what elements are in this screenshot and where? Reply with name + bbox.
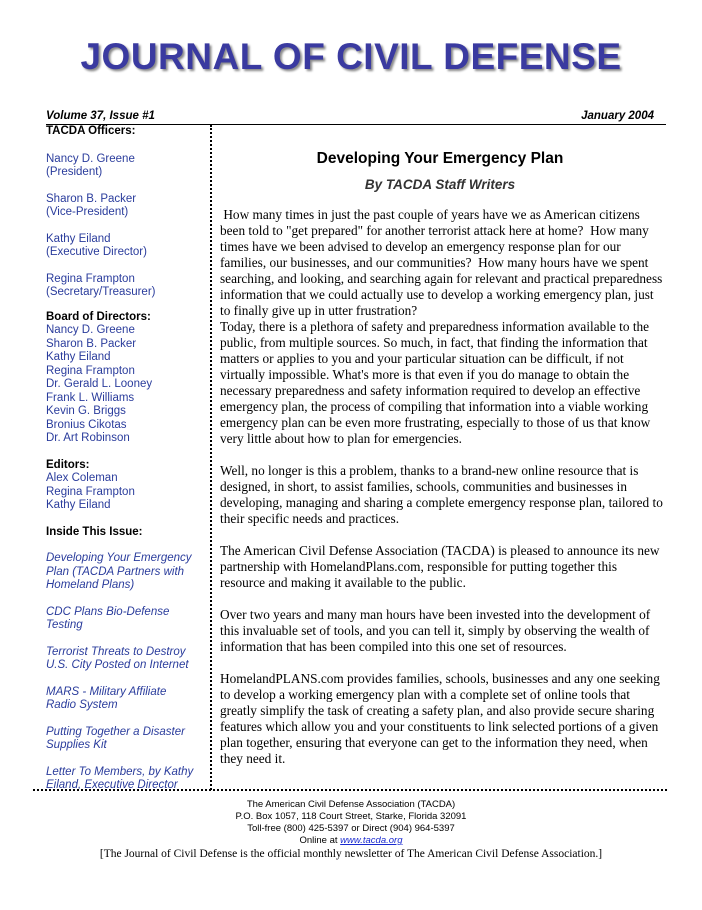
officer-role: (Secretary/Treasurer): [46, 286, 156, 298]
board-member: Regina Frampton: [46, 364, 135, 377]
board-member: Dr. Gerald L. Looney: [46, 378, 153, 390]
toc-line: Developing Your Emergency: [46, 552, 192, 564]
editors-list: [46, 472, 206, 513]
editor: Alex Coleman: [46, 472, 118, 484]
footer-online-prefix: Online at: [299, 835, 341, 846]
footer-online: [0, 835, 702, 847]
board-heading: Board of Directors:: [46, 310, 151, 323]
editors-heading: Editors:: [46, 458, 90, 471]
toc-line: U.S. City Posted on Internet: [46, 659, 189, 671]
article-paragraph: Over two years and many man hours have been invested into the development of this invaluable set of tools, and you can tell it, simply by observing the wealth of information that has been compiled into this one set of resources.: [220, 607, 651, 654]
article-paragraph: How many times in just the past couple of years have we as American citizens been told to "get prepared" for another terrorist attack here at home? How many times have we been advised to develop an emergency response plan for our families, our businesses, and our communities? How many hours have we spent searching, and looking, and searching again for relevant and practical preparedness information that we could actually use to develop a working emergency plan, just to finally give up in utter frustration?: [220, 207, 666, 318]
editor: Kathy Eiland: [46, 499, 111, 511]
article-paragraph: HomelandPLANS.com provides families, schools, businesses and any one seeking to develop a working emergency plan with a complete set of online tools that greatly simplify the task of creating a safety plan, and also provide secure sharing features which allow you and your constituents to link selected portions of a given plan together, ensuring that everyone can get to the information they need, when they need it.: [220, 671, 660, 766]
editor: Regina Frampton: [46, 485, 135, 498]
footer: [0, 799, 702, 860]
article-byline: By TACDA Staff Writers: [364, 177, 516, 192]
footer-note: [The Journal of Civil Defense is the official monthly newsletter of The American Civil Defense Association.]: [99, 848, 603, 860]
board-member: Kathy Eiland: [46, 351, 111, 363]
officer-name: Nancy D. Greene: [46, 152, 135, 165]
article-title: Developing Your Emergency Plan: [316, 150, 564, 167]
toc-line: Letter To Members, by Kathy: [46, 765, 194, 778]
toc-item-emergency-plan[interactable]: [46, 552, 206, 593]
footer-address: P.O. Box 1057, 118 Court Street, Starke, Florida 32091: [235, 811, 467, 822]
board-list: [46, 324, 206, 446]
board-member: Kevin G. Briggs: [46, 405, 126, 417]
toc-line: Supplies Kit: [46, 739, 107, 751]
column-divider: [210, 125, 212, 790]
toc-line: Homeland Plans): [46, 579, 135, 591]
officer-entry: [46, 273, 206, 300]
board-member: Frank L. Williams: [46, 391, 135, 404]
board-member: Dr. Art Robinson: [46, 432, 130, 444]
toc-line: CDC Plans Bio-Defense: [46, 605, 170, 618]
main-article: [220, 150, 666, 766]
toc-item-disaster-kit[interactable]: [46, 726, 206, 753]
toc-heading: Inside This Issue:: [46, 525, 143, 538]
footer-phone: Toll-free (800) 425-5397 or Direct (904) 964-5397: [247, 823, 455, 834]
masthead-title: JOURNAL OF CIVIL DEFENSE: [80, 36, 622, 77]
toc-item-mars[interactable]: [46, 686, 206, 713]
toc-line: Testing: [46, 619, 83, 631]
footer-divider: [33, 789, 667, 791]
officer-entry: [46, 153, 206, 180]
article-body: [220, 207, 664, 767]
board-member: Bronius Cikotas: [46, 418, 127, 431]
officer-role: (Executive Director): [46, 246, 147, 258]
toc-item-terrorist-threats[interactable]: [46, 646, 206, 673]
board-member: Nancy D. Greene: [46, 324, 135, 336]
website-link[interactable]: www.tacda.org: [340, 835, 403, 846]
officers-heading: TACDA Officers:: [46, 125, 136, 137]
board-member: Sharon B. Packer: [46, 337, 137, 350]
sidebar: [46, 125, 206, 793]
toc-line: Eiland, Executive Director: [46, 779, 178, 791]
officer-name: Kathy Eiland: [46, 232, 111, 245]
toc-line: Plan (TACDA Partners with: [46, 565, 185, 578]
article-paragraph: Today, there is a plethora of safety and preparedness information available to the public, from multiple sources. So much, in fact, that finding the information that matters or applies to you and your particular situation can be difficult, if not virtually impossible. What's more is that even if you do manage to obtain the necessary preparedness and safety information required to develop an effective emergency plan, the process of compiling that information into a viable working emergency plan can be even more frustrating, especially to those of us that know very little about how to plan for emergencies.: [220, 319, 651, 446]
officer-role: (President): [46, 166, 103, 178]
officer-entry: [46, 233, 206, 260]
toc-line: Putting Together a Disaster: [46, 725, 185, 738]
article-paragraph: Well, no longer is this a problem, thanks to a brand-new online resource that is designed, in short, to assist families, schools, communities and businesses in developing, managing and sharing a complete emergency response plan, tailored to their specific needs and practices.: [220, 463, 663, 526]
issue-date: January 2004: [581, 110, 654, 122]
officer-entry: [46, 193, 206, 220]
article-paragraph: The American Civil Defense Association (TACDA) is pleased to announce its new partnership with HomelandPlans.com, responsible for putting together this resource and making it available to the public.: [220, 543, 660, 590]
toc-line: Radio System: [46, 699, 118, 711]
toc-item-cdc-bio-defense[interactable]: [46, 606, 206, 633]
toc-line: MARS - Military Affiliate: [46, 685, 167, 698]
officer-role: (Vice-President): [46, 206, 129, 218]
officer-name: Sharon B. Packer: [46, 192, 137, 205]
issue-bar: [46, 110, 666, 125]
toc-line: Terrorist Threats to Destroy: [46, 645, 186, 658]
issue-volume: Volume 37, Issue #1: [46, 110, 155, 122]
officer-name: Regina Frampton: [46, 272, 135, 285]
footer-org: The American Civil Defense Association (TACDA): [246, 799, 456, 810]
